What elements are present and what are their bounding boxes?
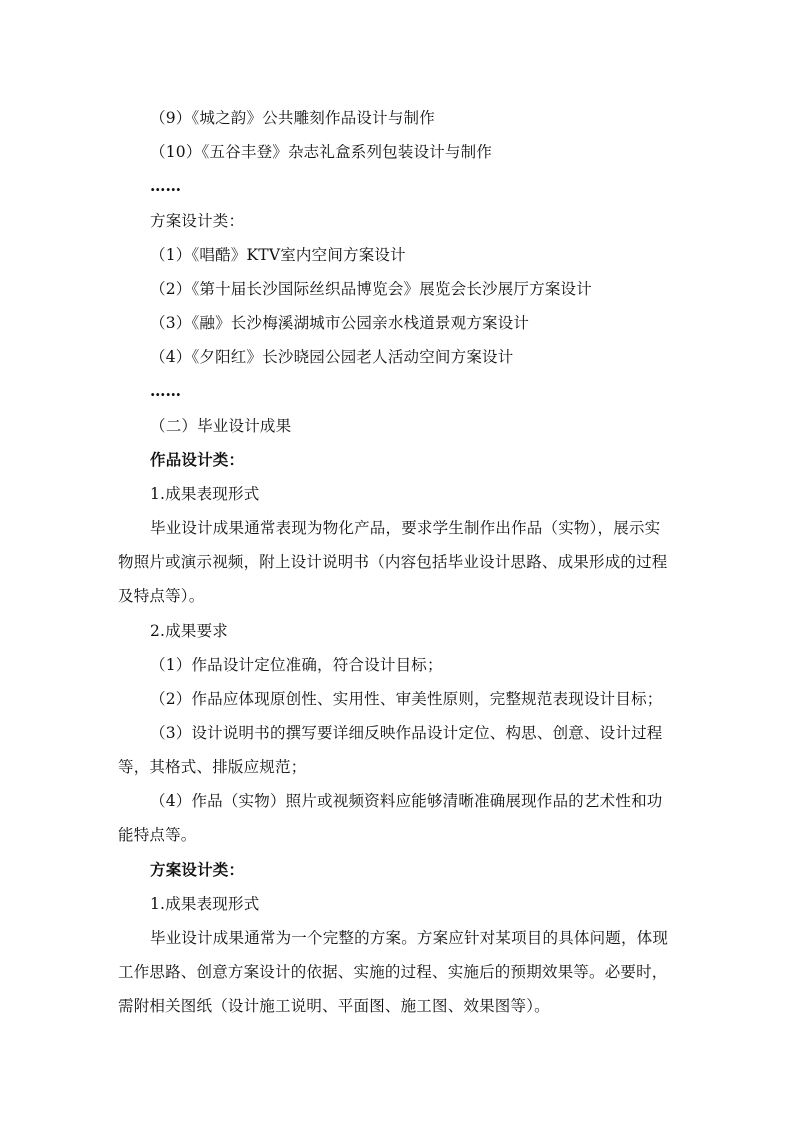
results-paragraph-1-line-3: 及特点等）。 — [118, 587, 205, 605]
results-form-heading-2: 1.成果表现形式 — [150, 895, 260, 913]
results-paragraph-1-line-1: 毕业设计成果通常表现为物化产品，要求学生制作出作品（实物），展示实 — [150, 519, 661, 537]
section-heading-results: （二）毕业设计成果 — [150, 417, 292, 435]
scheme-paragraph-line-2: 工作思路、创意方案设计的依据、实施的过程、实施后的预期效果等。必要时， — [118, 963, 668, 981]
scheme-item-4: （4）《夕阳红》长沙晓园公园老人活动空间方案设计 — [150, 348, 514, 366]
scheme-design-heading: 方案设计类： — [150, 860, 245, 879]
scheme-section-label: 方案设计类： — [150, 212, 245, 230]
requirement-2: （2）作品应体现原创性、实用性、审美性原则，完整规范表现设计目标； — [150, 690, 663, 708]
requirement-4-line-1: （4）作品（实物）照片或视频资料应能够清晰准确展现作品的艺术性和功 — [150, 792, 663, 810]
works-design-heading: 作品设计类： — [150, 450, 245, 469]
results-form-heading-1: 1.成果表现形式 — [150, 485, 260, 503]
results-paragraph-1-line-2: 物照片或演示视频，附上设计说明书（内容包括毕业设计思路、成果形成的过程 — [118, 553, 668, 571]
requirement-3-line-1: （3）设计说明书的撰写要详细反映作品设计定位、构思、创意、设计过程 — [150, 724, 663, 742]
ellipsis-2: …… — [150, 381, 181, 400]
scheme-item-1: （1）《唱酷》KTV室内空间方案设计 — [150, 246, 406, 264]
ellipsis-1: …… — [150, 176, 181, 195]
work-item-9: （9）《城之韵》公共雕刻作品设计与制作 — [150, 109, 435, 127]
requirement-1: （1）作品设计定位准确，符合设计目标； — [150, 656, 443, 674]
scheme-paragraph-line-1: 毕业设计成果通常为一个完整的方案。方案应针对某项目的具体问题，体现 — [150, 929, 669, 947]
scheme-item-3: （3）《融》长沙梅溪湖城市公园亲水栈道景观方案设计 — [150, 314, 530, 332]
scheme-paragraph-line-3: 需附相关图纸（设计施工说明、平面图、施工图、效果图等）。 — [118, 997, 550, 1015]
scheme-item-2: （2）《第十届长沙国际丝织品博览会》展览会长沙展厅方案设计 — [150, 280, 592, 298]
requirement-3-line-2: 等，其格式、排版应规范； — [118, 758, 307, 776]
requirement-4-line-2: 能特点等。 — [118, 826, 197, 844]
work-item-10: （10）《五谷丰登》杂志礼盒系列包装设计与制作 — [150, 143, 493, 161]
results-requirements-heading: 2.成果要求 — [150, 622, 228, 640]
